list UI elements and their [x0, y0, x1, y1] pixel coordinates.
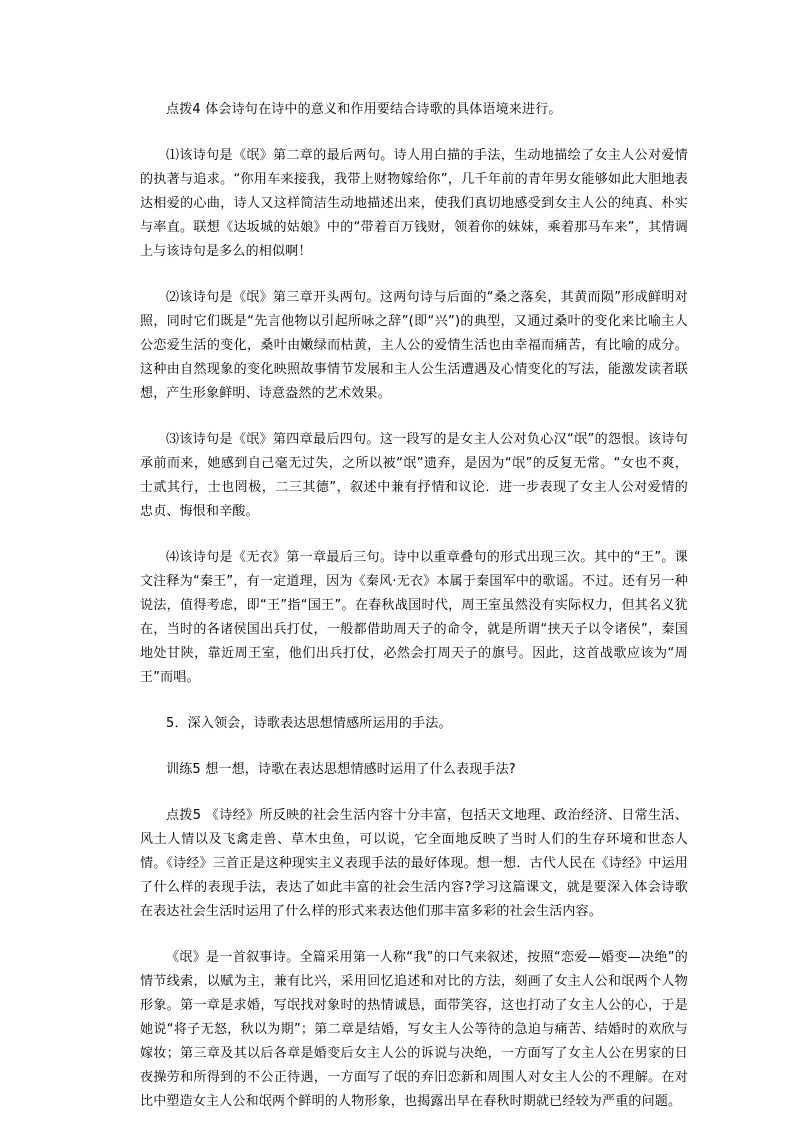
- exercise-5: 训练5 想一想，诗歌在表达思想情感时运用了什么表现手法?: [166, 762, 516, 777]
- paragraph-item-3: ⑶该诗句是《氓》第四章最后四句。这一段写的是女主人公对负心汉“氓”的怨恨。该诗句承前而来，她感到自己毫无过失，之所以被“氓”遗弃，是因为“氓”的反复无常。“女也不爽，士贰其行，士也罔极，二三其德”，叙述中兼有抒情和议论．进一步表现了女主人公对爱情的忠贞、悔恨和辛酸。: [140, 432, 688, 519]
- paragraph-hint-5: 点拨5 《诗经》所反映的社会生活内容十分丰富，包括天文地理、政治经济、日常生活、风土人情以及飞禽走兽、草木虫鱼，可以说，它全面地反映了当时人们的生存环境和世态人情。《诗经》三首正是这种现实主义表现手法的最好体现。想一想．古代人民在《诗经》中运用了什么样的表现手法，表达了如此丰富的社会生活内容?学习这篇课文，就是要深入体会诗歌在表达社会生活时运用了什么样的形式来表达他们那丰富多彩的社会生活内容。: [140, 808, 688, 919]
- paragraph-item-4: ⑷该诗句是《无衣》第一章最后三句。诗中以重章叠句的形式出现三次。其中的“王”。课文注释为“秦王”，有一定道理，因为《秦风·无衣》本属于秦国军中的歌谣。不过。还有另一种说法，值得考虑，即“王”指“国王”。在春秋战国时代，周王室虽然没有实际权力，但其名义犹在，当时的各诸侯国出兵打仗，一般都借助周天子的命令，就是所谓“挟天子以令诸侯”，秦国地处甘陕，靠近周王室，他们出兵打仗，必然会打周天子的旗号。因此，这首战歌应该为“周王”而唱。: [140, 550, 688, 685]
- paragraph-item-2: ⑵该诗句是《氓》第三章开头两句。这两句诗与后面的“桑之落矣，其黄而陨”形成鲜明对照，同时它们既是“先言他物以引起所咏之辞”(即“兴”)的典型，又通过桑叶的变化来比喻主人公恋爱生活的变化，桑叶由嫩绿而枯黄，主人公的爱情生活也由幸福而痛苦，有比喻的成分。这种由自然现象的变化映照故事情节发展和主人公生活遭遇及心情变化的写法，能激发读者联想，产生形象鲜明、诗意盎然的艺术效果。: [140, 290, 688, 401]
- paragraph-hint-4: 点拨4 体会诗句在诗中的意义和作用要结合诗歌的具体语境来进行。: [166, 102, 562, 117]
- paragraph-item-1: ⑴该诗句是《氓》第二章的最后两句。诗人用白描的手法，生动地描绘了女主人公对爱情的执著与追求。“你用车来接我，我带上财物嫁给你”，几千年前的青年男女能够如此大胆地表达相爱的心曲，诗人又这样简洁生动地描述出来，使我们真切地感受到女主人公的纯真、朴实与率直。联想《达坂城的姑娘》中的“带着百万钱财，领着你的妹妹，乘着那马车来”，其情调上与该诗句是多么的相似啊！: [140, 148, 688, 259]
- paragraph-meng-analysis: 《氓》是一首叙事诗。全篇采用第一人称“我”的口气来叙述，按照“恋爱—婚变—决绝”的情节线索，以赋为主，兼有比兴，采用回忆追述和对比的方法，刻画了女主人公和氓两个人物形象。第一章是求婚，写氓找对象时的热情诚恳，面带笑容，这也打动了女主人公的心，于是她说“将子无怒，秋以为期”；第二章是结婚，写女主人公等待的急迫与痛苦、结婚时的欢欣与嫁妆；第三章及其以后各章是婚变后女主人公的诉说与决绝，一方面写了女主人公在男家的日夜操劳和所得到的不公正待遇，一方面写了氓的弃旧恋新和周围人对女主人公的不理解。在对比中塑造女主人公和氓两个鲜明的人物形象，也揭露出早在春秋时期就已经较为严重的问题。: [140, 950, 688, 1109]
- section-heading-5: 5．深入领会，诗歌表达思想情感所运用的手法。: [166, 716, 452, 731]
